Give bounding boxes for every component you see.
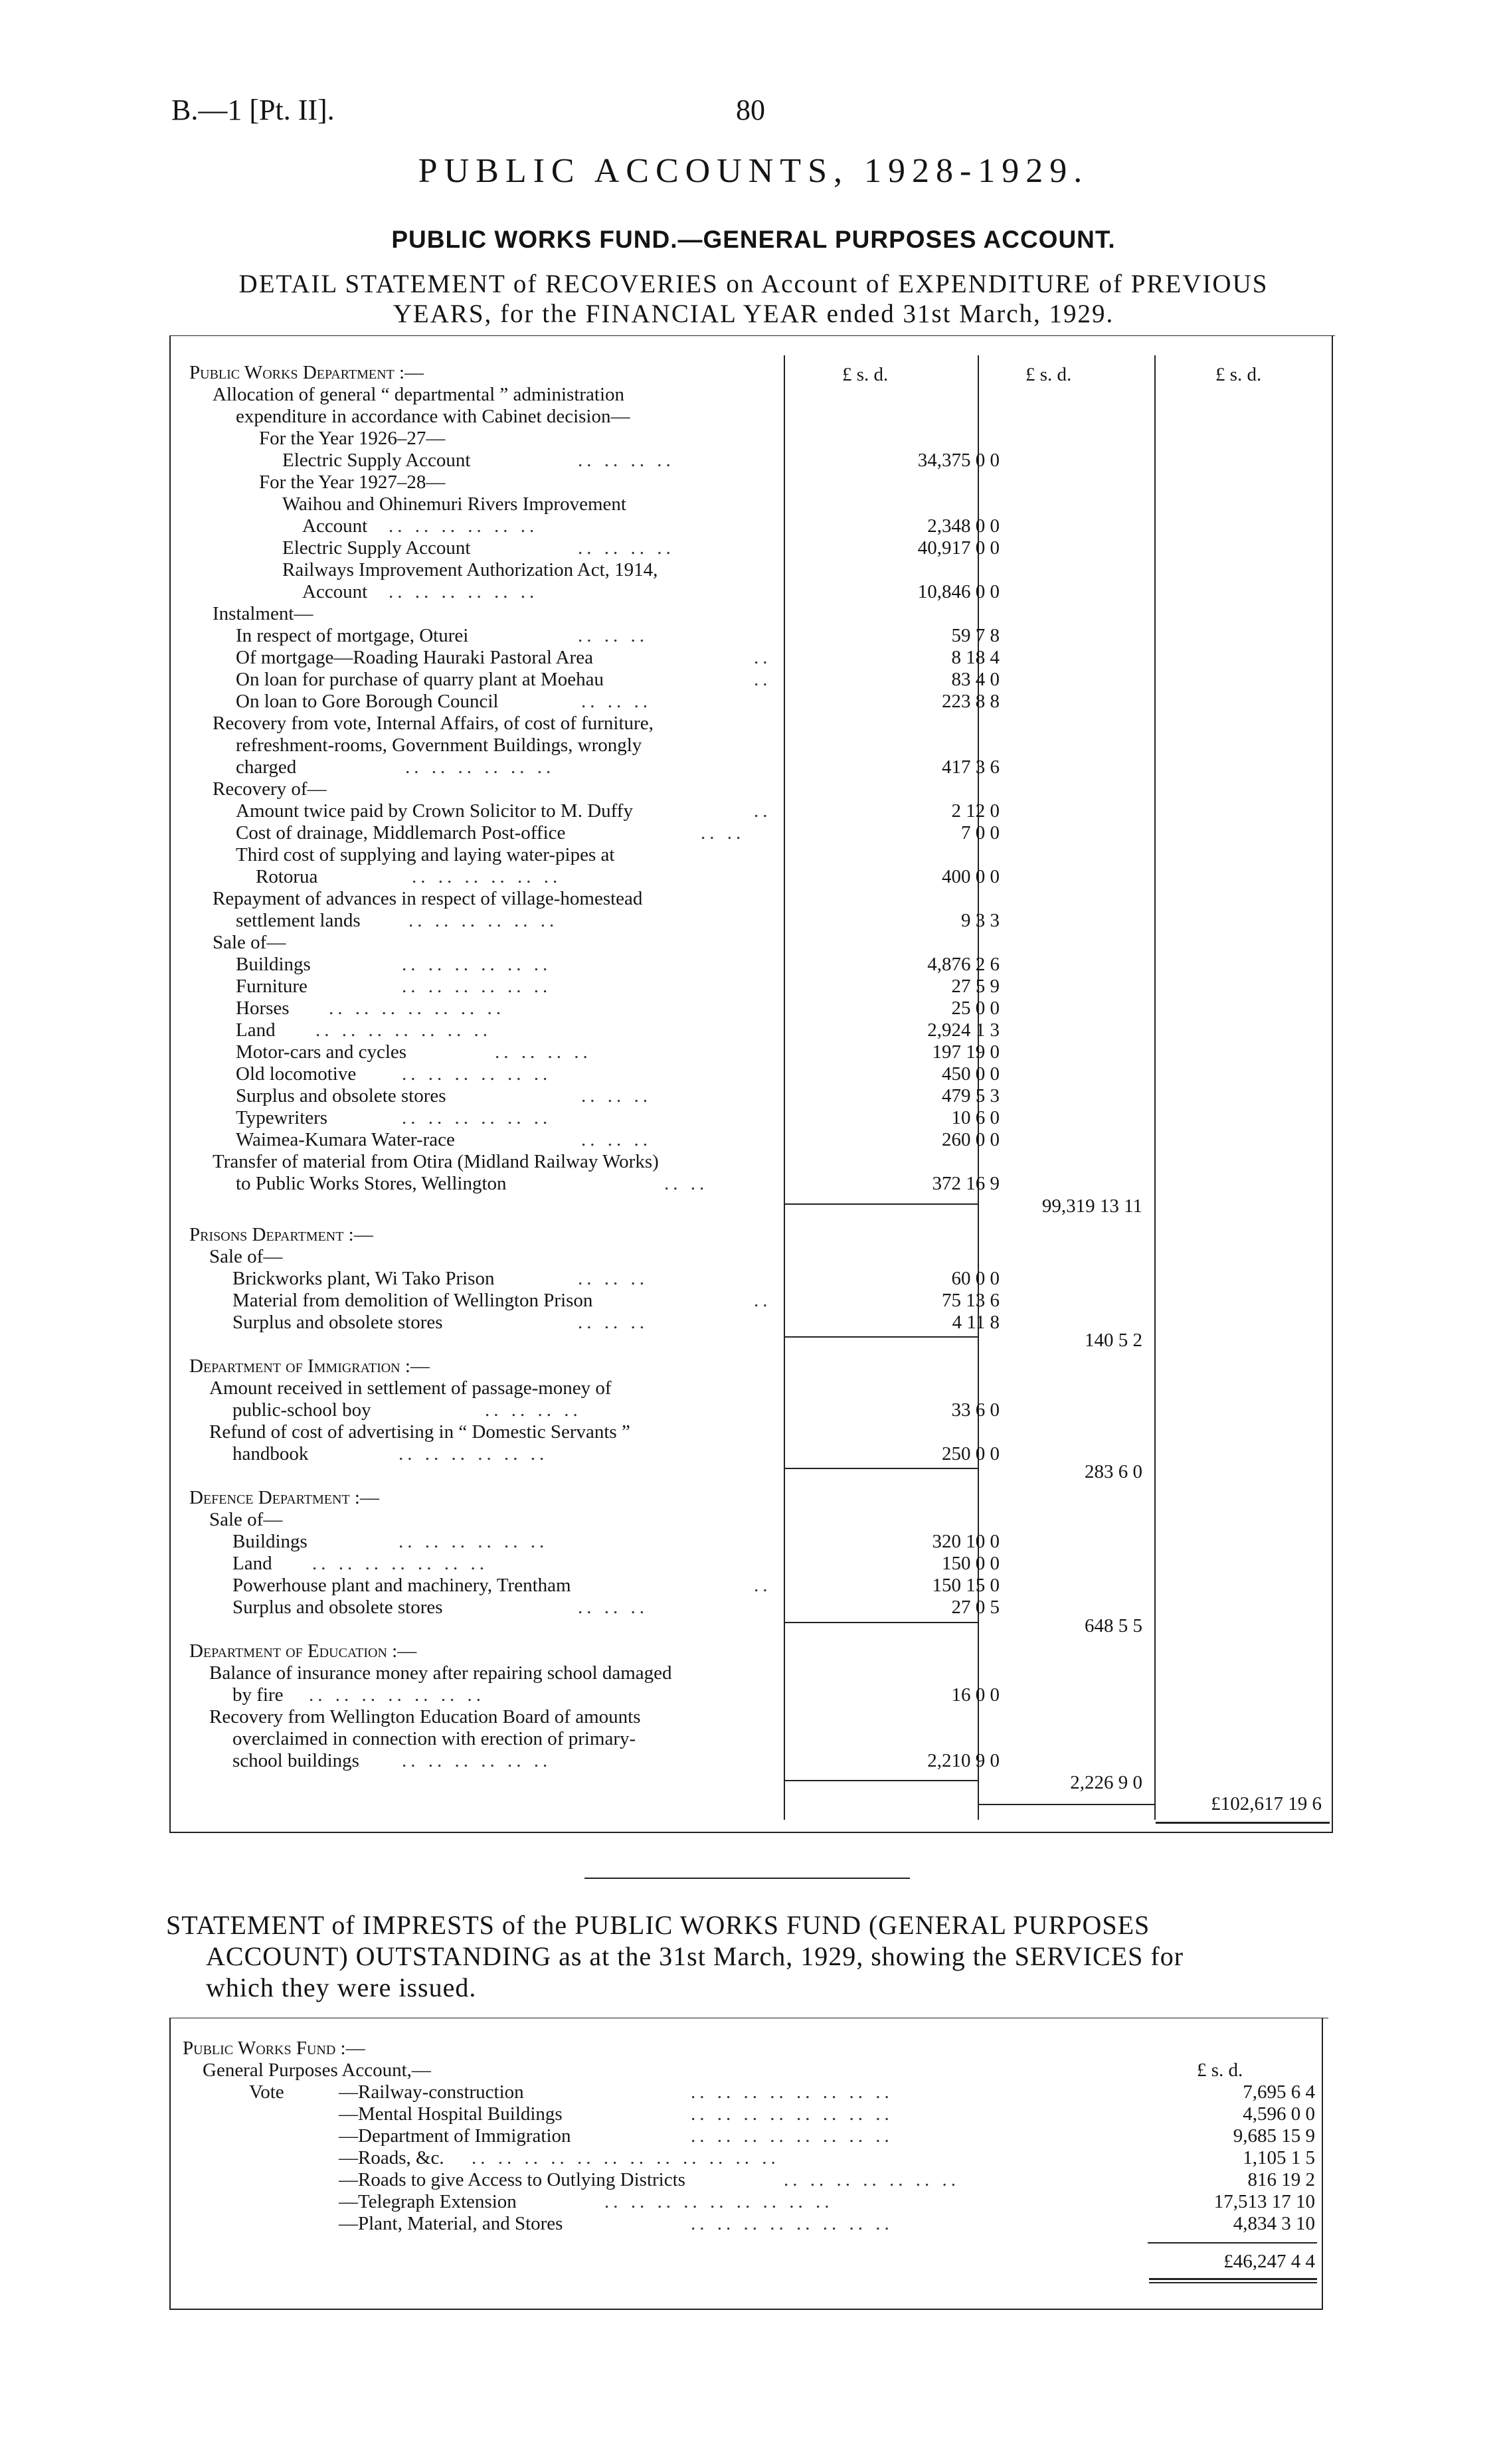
col3-header: £ s. d.: [1215, 364, 1262, 385]
section-heading-immigration: Department of Immigration :—: [189, 1356, 430, 1377]
imprests-col-header: £ s. d.: [1197, 2060, 1243, 2081]
list-item: Sale of—: [213, 932, 286, 953]
list-item: refreshment-rooms, Government Buildings, wrongly: [236, 735, 642, 756]
table-top-rule: [169, 335, 1335, 336]
table-bottom-rule: [169, 1832, 1333, 1833]
list-item: Waihou and Ohinemuri Rivers Improvement: [282, 493, 626, 515]
list-item: Railways Improvement Authorization Act, 1914,: [282, 559, 658, 580]
list-item: For the Year 1926–27—: [259, 428, 446, 449]
page-number: 80: [736, 94, 765, 126]
section-heading-education: Department of Education :—: [189, 1640, 417, 1662]
list-item: Third cost of supplying and laying water-pipes at: [236, 844, 615, 865]
fund-subtitle: PUBLIC WORKS FUND.—GENERAL PURPOSES ACCOUNT.: [391, 226, 1116, 253]
section-heading-prisons: Prisons Department :—: [189, 1224, 373, 1245]
table-left-rule: [169, 335, 171, 1833]
subtotal-rule: [784, 1622, 978, 1623]
col1-header: £ s. d.: [842, 364, 889, 385]
grand-total-double-rule: [1156, 1822, 1330, 1824]
statement-title-line1: DETAIL STATEMENT of RECOVERIES on Account of EXPENDITURE of PREVIOUS: [238, 270, 1269, 298]
table-right-rule: [1332, 335, 1333, 1833]
list-item: Instalment—: [213, 603, 313, 624]
list-item: Transfer of material from Otira (Midland Railway Works): [213, 1151, 659, 1172]
col3-left-rule: [1154, 355, 1156, 1820]
list-item: Sale of—: [209, 1246, 283, 1267]
statement-title-line2: YEARS, for the FINANCIAL YEAR ended 31st March, 1929.: [393, 300, 1114, 328]
vote-label: Vote: [249, 2081, 284, 2103]
subtotal-rule: [1148, 2242, 1317, 2244]
list-item: For the Year 1927–28—: [259, 472, 446, 493]
section-heading-defence: Defence Department :—: [189, 1487, 379, 1508]
subtotal-rule: [784, 1336, 978, 1338]
imprests-fund-heading: Public Works Fund :—: [183, 2038, 365, 2059]
col2-header: £ s. d.: [1025, 364, 1072, 385]
list-item: Sale of—: [209, 1509, 283, 1530]
list-item: Allocation of general “ departmental ” administration: [213, 384, 625, 405]
total-double-rule: [1149, 2278, 1317, 2280]
imprests-title-line3: which they were issued.: [206, 1973, 477, 2002]
total-double-rule: [1149, 2282, 1317, 2283]
list-item: Recovery of—: [213, 778, 327, 800]
section-divider: [584, 1878, 910, 1879]
table-bottom-rule: [169, 2309, 1323, 2310]
subtotal-rule: [784, 1468, 978, 1469]
list-item: Amount received in settlement of passage-money of: [209, 1377, 612, 1399]
list-item: Repayment of advances in respect of village-homestead: [213, 888, 643, 909]
subtotal-rule: [784, 1203, 978, 1205]
list-item: Refund of cost of advertising in “ Domestic Servants ”: [209, 1421, 630, 1443]
imprests-account-label: General Purposes Account,—: [203, 2060, 431, 2081]
list-item: expenditure in accordance with Cabinet decision—: [236, 406, 630, 427]
imprests-title-line1: STATEMENT of IMPRESTS of the PUBLIC WORKS FUND (GENERAL PURPOSES: [166, 1910, 1150, 1940]
subtotal-rule: [978, 1804, 1154, 1805]
list-item: overclaimed in connection with erection of primary-: [232, 1728, 636, 1749]
imprests-title-line2: ACCOUNT) OUTSTANDING as at the 31st March, 1929, showing the SERVICES for: [206, 1941, 1184, 1971]
section-heading-public-works: Public Works Department :—: [189, 362, 424, 383]
page-title: PUBLIC ACCOUNTS, 1928-1929.: [418, 152, 1089, 190]
list-item: Recovery from Wellington Education Board of amounts: [209, 1706, 641, 1727]
list-item: Balance of insurance money after repairing school damaged: [209, 1662, 672, 1684]
list-item: Recovery from vote, Internal Affairs, of cost of furniture,: [213, 713, 654, 734]
subtotal-rule: [784, 1780, 978, 1781]
table-right-rule: [1322, 2018, 1323, 2310]
document-reference: B.—1 [Pt. II].: [171, 94, 335, 126]
table-left-rule: [169, 2018, 171, 2310]
